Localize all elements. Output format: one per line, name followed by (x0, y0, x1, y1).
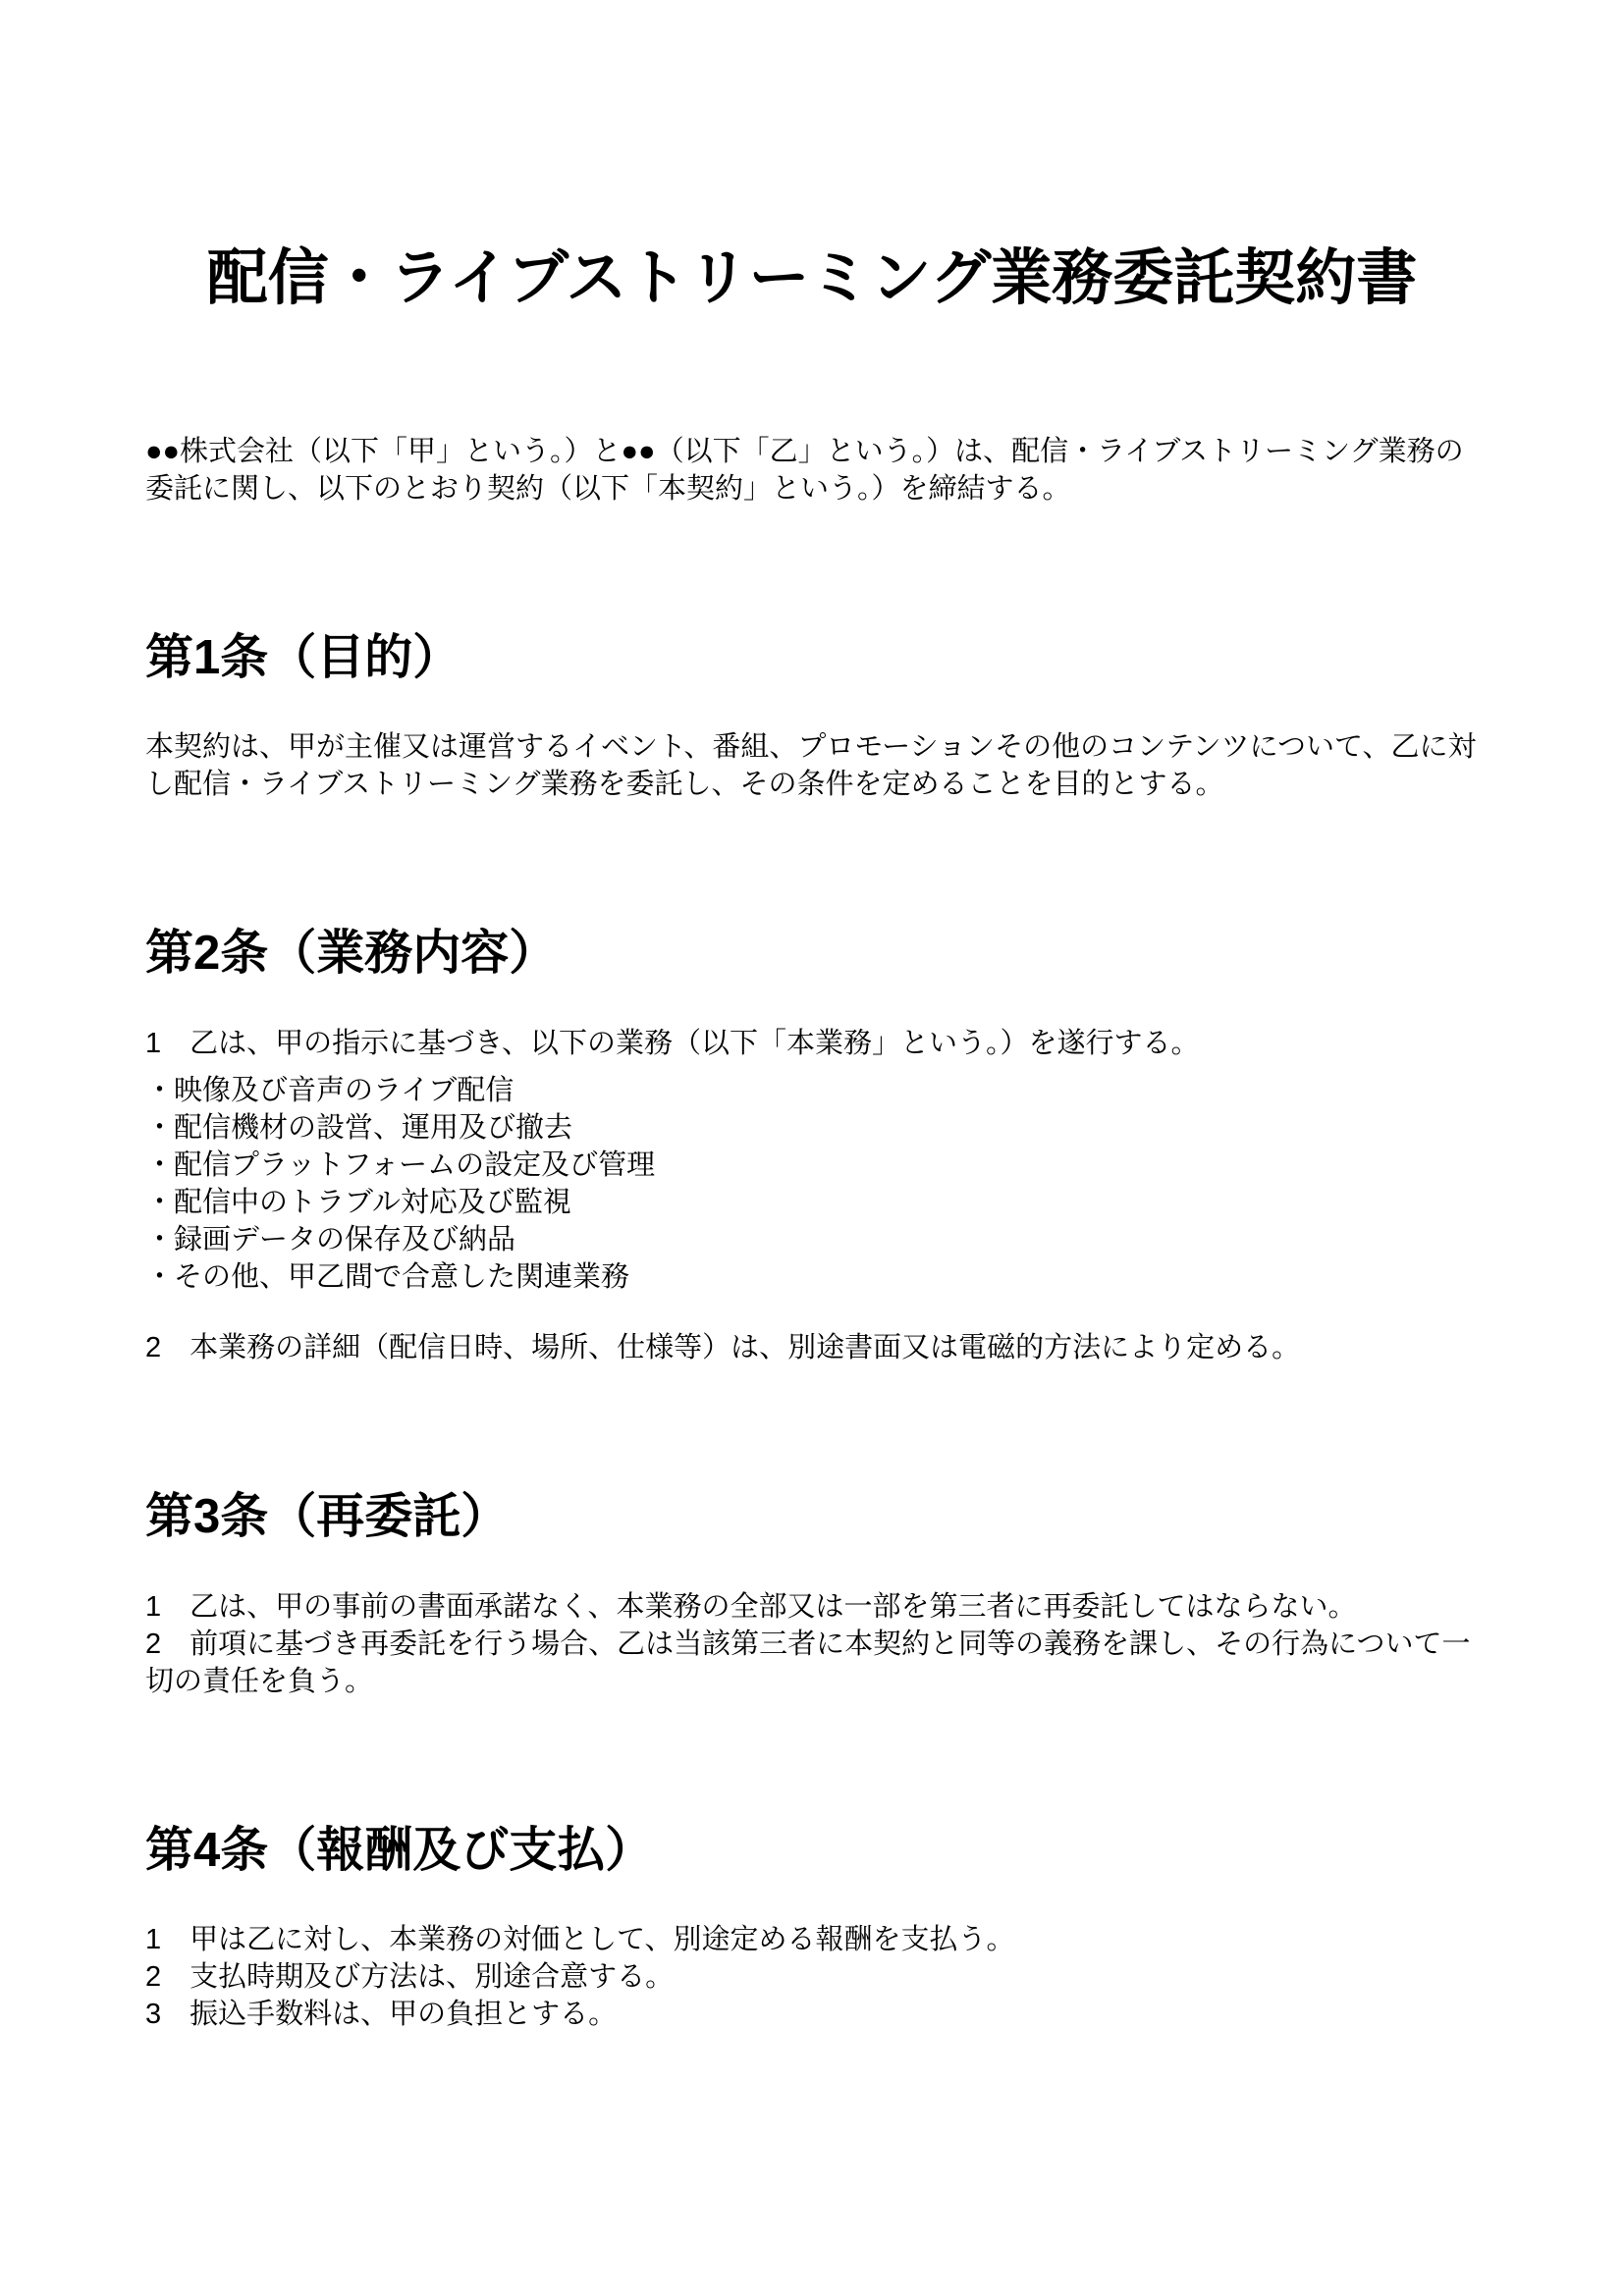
article-3-subcontracting (145, 1486, 1479, 1700)
task-list-item: ・その他、甲乙間で合意した関連業務 (145, 1260, 630, 1293)
task-list-item: ・配信機材の設営、運用及び撤去 (145, 1111, 573, 1144)
article-3-clause-1: 1 乙は、甲の事前の書面承諾なく、本業務の全部又は一部を第三者に再委託してはならない。 (145, 1590, 1357, 1623)
article-4-clause-3: 3 振込手数料は、甲の負担とする。 (145, 1999, 618, 2031)
article-4-clause-2: 2 支払時期及び方法は、別途合意する。 (145, 1961, 675, 1994)
article-4-heading: 第4条（報酬及び支払） (145, 1823, 654, 1877)
preamble-paragraph: ●●株式会社（以下「甲」という。）と●●（以下「乙」という。）は、配信・ライブストリーミング業務の委託に関し、以下のとおり契約（以下「本契約」という。）を締結する。 (145, 435, 1464, 505)
article-2-clause-2: 2 本業務の詳細（配信日時、場所、仕様等）は、別途書面又は電磁的方法により定める。 (145, 1331, 1301, 1363)
article-2-heading: 第2条（業務内容） (145, 927, 558, 981)
task-list-item: ・配信プラットフォームの設定及び管理 (145, 1148, 656, 1181)
document-title: 配信・ライブストリーミング業務委託契約書 (206, 244, 1418, 312)
article-1-purpose (145, 627, 1479, 804)
task-list-item: ・映像及び音声のライブ配信 (145, 1074, 514, 1106)
task-list-item: ・録画データの保存及び納品 (145, 1223, 516, 1255)
article-4-fees-and-payment (145, 1820, 1479, 2034)
task-list-item: ・配信中のトラブル対応及び監視 (145, 1186, 571, 1218)
article-2-scope-of-work (145, 923, 1479, 1366)
article-1-heading: 第1条（目的） (145, 630, 461, 684)
article-2-task-list (145, 1072, 1479, 1296)
article-3-clause-2: 2 前項に基づき再委託を行う場合、乙は当該第三者に本契約と同等の義務を課し、その行為について一切の責任を負う。 (145, 1628, 1471, 1697)
article-4-clause-1: 1 甲は乙に対し、本業務の対価として、別途定める報酬を支払う。 (145, 1924, 1015, 1956)
article-3-heading: 第3条（再委託） (145, 1489, 510, 1543)
article-1-body: 本契約は、甲が主催又は運営するイベント、番組、プロモーションその他のコンテンツについて、乙に対し配信・ライブストリーミング業務を委託し、その条件を定めることを目的とする。 (145, 731, 1477, 801)
article-2-clause-1: 1 乙は、甲の指示に基づき、以下の業務（以下「本業務」という。）を遂行する。 (145, 1027, 1200, 1059)
